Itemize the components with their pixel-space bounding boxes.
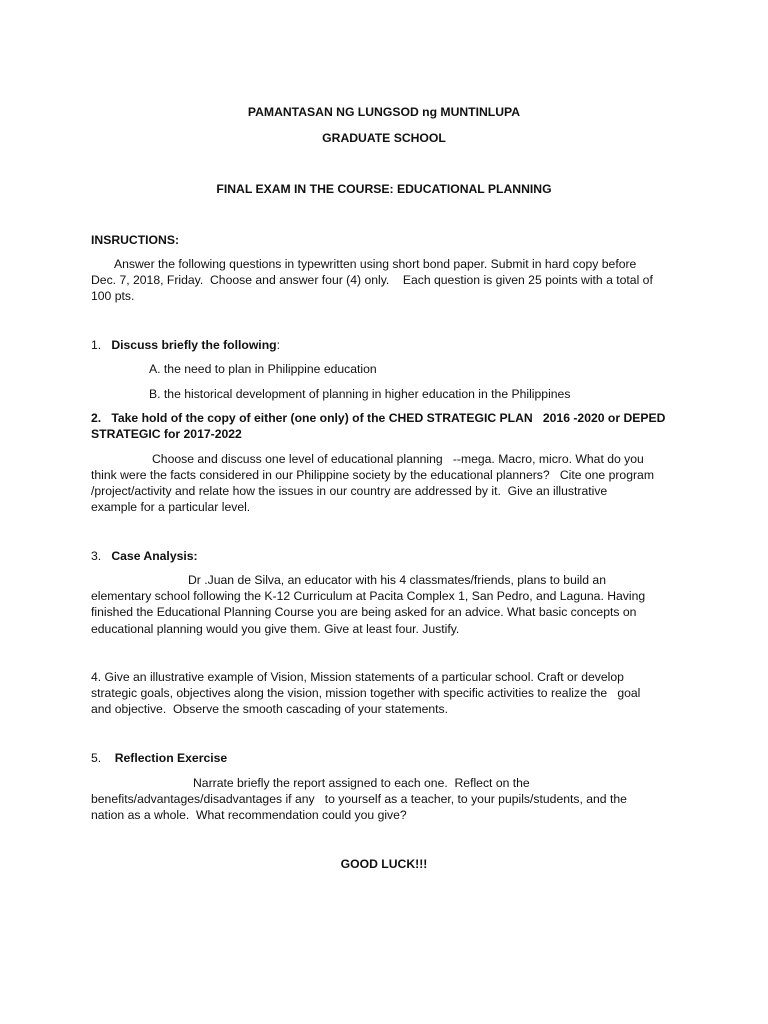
instructions-line: 100 pts. bbox=[91, 289, 135, 303]
q4-body-line: 4. Give an illustrative example of Vision, Mission statements of a particular school. Craft or develop bbox=[91, 670, 624, 684]
q1-heading bbox=[91, 337, 280, 353]
q3-title: Case Analysis: bbox=[111, 549, 198, 563]
q1-item-a: A. the need to plan in Philippine education bbox=[149, 362, 377, 376]
instructions-line: Dec. 7, 2018, Friday. Choose and answer four (4) only. Each question is given 25 points with a total of bbox=[91, 273, 653, 287]
q2-body-line: /project/activity and relate how the issues in our country are addressed by it. Give an illustrative bbox=[91, 484, 608, 498]
instructions-line: Answer the following questions in typewritten using short bond paper. Submit in hard copy before bbox=[114, 257, 637, 271]
q4-body-line: strategic goals, objectives along the vision, mission together with specific activities to realize the goal bbox=[91, 686, 641, 700]
q1-title: Discuss briefly the following bbox=[111, 338, 277, 352]
q5-body-line: benefits/advantages/disadvantages if any to yourself as a teacher, to your pupils/students, and the bbox=[91, 792, 627, 806]
q3-number: 3. bbox=[91, 549, 102, 563]
university-name: PAMANTASAN NG LUNGSOD ng MUNTINLUPA bbox=[247, 105, 521, 119]
q5-number: 5. bbox=[91, 751, 102, 765]
q3-body-line: educational planning would you give them. Give at least four. Justify. bbox=[91, 622, 460, 636]
q2-body-line: Choose and discuss one level of educational planning --mega. Macro, micro. What do you bbox=[152, 452, 644, 466]
q3-body-line: finished the Educational Planning Course you are being asked for an advice. What basic concepts on bbox=[91, 605, 637, 619]
q2-title: STRATEGIC for 2017-2022 bbox=[91, 427, 242, 441]
school-name: GRADUATE SCHOOL bbox=[322, 131, 446, 145]
q5-heading bbox=[91, 750, 227, 766]
q3-body-line: elementary school following the K-12 Curriculum at Pacita Complex 1, San Pedro, and Laguna. Having bbox=[91, 589, 646, 603]
q3-heading bbox=[91, 548, 198, 564]
q2-title: 2. Take hold of the copy of either (one only) of the CHED STRATEGIC PLAN 2016 -2020 or DEPED bbox=[91, 411, 666, 425]
q3-body-line: Dr .Juan de Silva, an educator with his 4 classmates/friends, plans to build an bbox=[188, 573, 606, 587]
exam-title: FINAL EXAM IN THE COURSE: EDUCATIONAL PLANNING bbox=[216, 182, 552, 196]
q4-body-line: and objective. Observe the smooth cascading of your statements. bbox=[91, 702, 449, 716]
q1-colon: : bbox=[276, 338, 280, 352]
q2-body-line: example for a particular level. bbox=[91, 500, 251, 514]
q5-title: Reflection Exercise bbox=[114, 751, 228, 765]
q1-item-b: B. the historical development of planning in higher education in the Philippines bbox=[149, 387, 571, 401]
q1-number: 1. bbox=[91, 338, 102, 352]
q5-body-line: Narrate briefly the report assigned to each one. Reflect on the bbox=[193, 776, 530, 790]
q2-body-line: think were the facts considered in our Philippine society by the educational planners? Cite one program bbox=[91, 468, 654, 482]
closing-text: GOOD LUCK!!! bbox=[340, 857, 428, 871]
instructions-heading: INSRUCTIONS: bbox=[91, 233, 180, 247]
q5-body-line: nation as a whole. What recommendation could you give? bbox=[91, 808, 407, 822]
